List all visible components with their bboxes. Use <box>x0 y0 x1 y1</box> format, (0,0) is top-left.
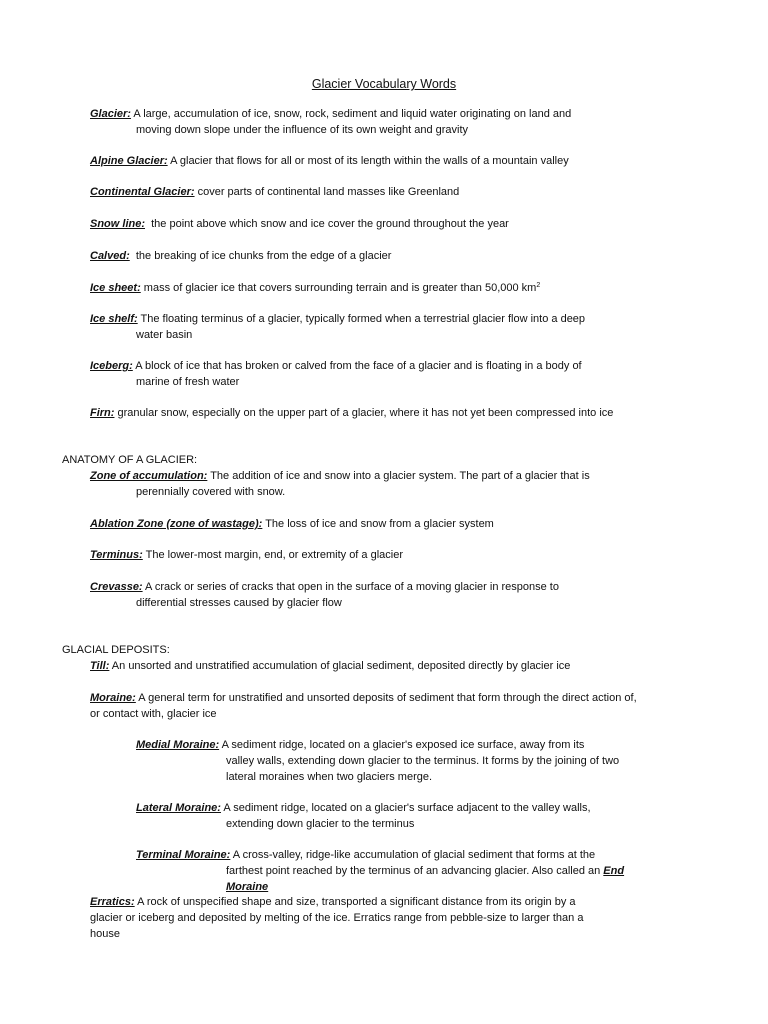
definition-ice-shelf: The floating terminus of a glacier, typically formed when a terrestrial glacier flow into a deep <box>137 313 586 325</box>
definition-moraine: A general term for unstratified and unsorted deposits of sediment that form through the direct action of, <box>135 692 637 704</box>
entry-alpine-glacier <box>90 153 569 169</box>
term-ice-shelf: Ice shelf: <box>90 313 138 325</box>
term-erratics: Erratics: <box>90 896 135 908</box>
definition-terminal-moraine-cont: farthest point reached by the terminus of an advancing glacier. Also called an <box>226 865 604 877</box>
definition-ice-shelf-cont: water basin <box>136 329 193 341</box>
superscript-2: 2 <box>536 282 541 289</box>
term-lateral-moraine: Lateral Moraine: <box>136 802 221 814</box>
definition-medial-moraine-cont-2: lateral moraines when two glaciers merge. <box>226 771 433 783</box>
entry-iceberg <box>90 358 582 390</box>
term-ablation-zone: Ablation Zone (zone of wastage): <box>90 518 263 530</box>
term-crevasse: Crevasse: <box>90 581 143 593</box>
definition-terminal-moraine: A cross-valley, ridge-like accumulation of glacial sediment that forms at the <box>230 849 596 861</box>
term-iceberg: Iceberg: <box>90 360 133 372</box>
definition-lateral-moraine-cont: extending down glacier to the terminus <box>226 818 415 830</box>
entry-terminus <box>90 547 403 563</box>
definition-till: An unsorted and unstratified accumulation of glacial sediment, deposited directly by glacier ice <box>109 660 571 672</box>
definition-medial-moraine: A sediment ridge, located on a glacier's exposed ice surface, away from its <box>219 739 585 751</box>
definition-glacier-cont: moving down slope under the influence of its own weight and gravity <box>136 124 469 136</box>
definition-erratics-cont-2: house <box>90 928 120 940</box>
entry-zone-of-accumulation <box>90 468 590 500</box>
term-ice-sheet: Ice sheet: <box>90 282 141 294</box>
entry-lateral-moraine <box>136 800 591 832</box>
definition-firn: granular snow, especially on the upper part of a glacier, where it has not yet been compressed into ice <box>114 407 614 419</box>
definition-alpine-glacier: A glacier that flows for all or most of its length within the walls of a mountain valley <box>167 155 569 167</box>
definition-erratics: A rock of unspecified shape and size, transported a significant distance from its origin by a <box>134 896 576 908</box>
definition-terminus: The lower-most margin, end, or extremity of a glacier <box>142 549 403 561</box>
definition-crevasse: A crack or series of cracks that open in the surface of a moving glacier in response to <box>142 581 559 593</box>
term-till: Till: <box>90 660 110 672</box>
definition-lateral-moraine: A sediment ridge, located on a glacier's surface adjacent to the valley walls, <box>220 802 591 814</box>
term-moraine-alt: Moraine <box>226 881 269 893</box>
entry-till <box>90 658 570 674</box>
entry-ice-shelf <box>90 311 585 343</box>
entry-ablation-zone <box>90 516 494 532</box>
term-terminus: Terminus: <box>90 549 143 561</box>
definition-ablation-zone: The loss of ice and snow from a glacier system <box>262 518 494 530</box>
definition-crevasse-cont: differential stresses caused by glacier flow <box>136 597 342 609</box>
definition-calved: the breaking of ice chunks from the edge of a glacier <box>129 250 392 262</box>
definition-ice-sheet: mass of glacier ice that covers surrounding terrain and is greater than 50,000 km <box>140 282 537 294</box>
definition-glacier: A large, accumulation of ice, snow, rock, sediment and liquid water originating on land and <box>130 108 572 120</box>
entry-continental-glacier <box>90 184 459 200</box>
term-glacier: Glacier: <box>90 108 131 120</box>
term-snow-line: Snow line: <box>90 218 145 230</box>
term-firn: Firn: <box>90 407 115 419</box>
entry-erratics <box>90 894 583 942</box>
definition-iceberg: A block of ice that has broken or calved from the face of a glacier and is floating in a body of <box>132 360 582 372</box>
entry-glacier <box>90 106 571 138</box>
section-heading-anatomy: ANATOMY OF A GLACIER: <box>62 454 198 466</box>
definition-continental-glacier: cover parts of continental land masses like Greenland <box>194 186 460 198</box>
term-calved: Calved: <box>90 250 130 262</box>
term-medial-moraine: Medial Moraine: <box>136 739 220 751</box>
term-continental-glacier: Continental Glacier: <box>90 186 195 198</box>
entry-calved <box>90 248 391 264</box>
entry-terminal-moraine <box>136 847 624 895</box>
entry-ice-sheet <box>90 280 540 296</box>
definition-iceberg-cont: marine of fresh water <box>136 376 240 388</box>
entry-crevasse <box>90 579 559 611</box>
entry-moraine <box>90 690 637 722</box>
term-terminal-moraine: Terminal Moraine: <box>136 849 231 861</box>
entry-firn <box>90 405 613 421</box>
section-heading-deposits: GLACIAL DEPOSITS: <box>62 644 170 656</box>
entry-snow-line <box>90 216 509 232</box>
definition-snow-line: the point above which snow and ice cover the ground throughout the year <box>145 218 509 230</box>
definition-zone-of-accumulation: The addition of ice and snow into a glacier system. The part of a glacier that is <box>207 470 590 482</box>
term-alpine-glacier: Alpine Glacier: <box>90 155 168 167</box>
page-title: Glacier Vocabulary Words <box>311 77 457 91</box>
definition-moraine-cont: or contact with, glacier ice <box>90 708 217 720</box>
entry-medial-moraine <box>136 737 619 785</box>
term-zone-of-accumulation: Zone of accumulation: <box>90 470 208 482</box>
term-moraine: Moraine: <box>90 692 136 704</box>
definition-zone-of-accumulation-cont: perennially covered with snow. <box>136 486 286 498</box>
definition-erratics-cont-1: glacier or iceberg and deposited by melting of the ice. Erratics range from pebble-size to larger than a <box>90 912 584 924</box>
term-end: End <box>603 865 625 877</box>
definition-medial-moraine-cont-1: valley walls, extending down glacier to the terminus. It forms by the joining of two <box>226 755 620 767</box>
